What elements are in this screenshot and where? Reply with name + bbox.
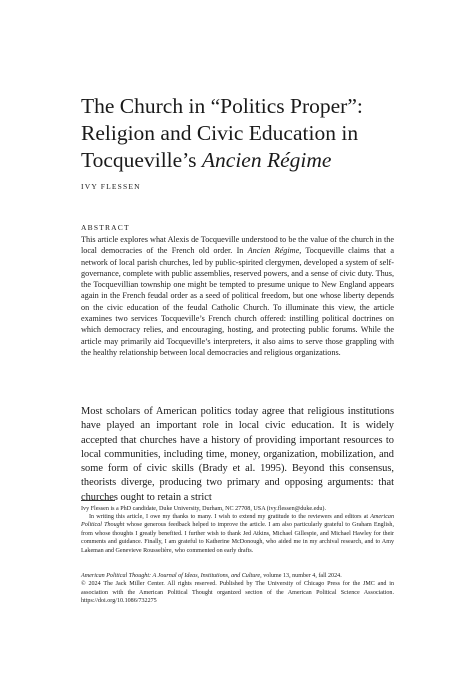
journal-issue: volume 13, number 4, fall 2024. xyxy=(261,573,342,579)
title-line-3-text: Tocqueville’s xyxy=(81,148,202,172)
author-affiliation-note: Ivy Flessen is a PhD candidate, Duke University, Durham, NC 27708, USA (ivy.flessen@duke.edu). xyxy=(81,506,326,512)
author-name: IVY FLESSEN xyxy=(81,182,141,191)
abstract-italic: Ancien Régime, xyxy=(247,246,302,256)
title-line-3 xyxy=(81,147,421,174)
abstract-heading: ABSTRACT xyxy=(81,223,130,232)
footnote-divider xyxy=(81,500,115,501)
title-line-1: The Church in “Politics Proper”: xyxy=(81,94,363,118)
ack-part1: In writing this article, I owe my thanks to many. I wish to extend my gratitude to the reviewers and editors at xyxy=(89,514,371,520)
publication-info xyxy=(81,572,394,606)
body-paragraph: Most scholars of American politics today agree that religious institutions have played an important role in local civic education. It is widely accepted that churches have a history of providing important resources to local communities, including time, money, organization, mobilization, and some form of civic skills (Brady et al. 1995). Beyond this consensus, theorists diverge, producing two primary and opposing arguments: that churches ought to retain a strict xyxy=(81,406,394,503)
journal-name: American Political Thought: A Journal of Ideas, Institutions, and Culture, xyxy=(81,573,262,579)
title-italic-ancien-regime: Ancien Régime xyxy=(201,148,332,172)
ack-italic-journal: American Political Thought xyxy=(81,514,394,529)
title-line-2: Religion and Civic Education in xyxy=(81,121,359,145)
abstract-text-part1: This article explores what Alexis de Tocqueville understood to be the value of the church in the local democracies of the French old order. In xyxy=(81,235,394,256)
copyright-notice: © 2024 The Jack Miller Center. All rights reserved. Published by The University of Chicago Press for the JMC and in association with the American Political Thought organized section of the American Political Science Association. https://doi.org/10.1086/732275 xyxy=(81,581,394,605)
ack-part2: whose generous feedback helped to improve the article. I am also particularly grateful to Graham English, from whose thoughts I greatly benefited. I further wish to thank Jed Atkins, Michael Gillespie, and Michael Hawley for their comments and guidance. Finally, I am grateful to Katherine McDonough, who aided me in my archival research, and to Amy Lakeman and Genevieve Rousselière, who commented on early drafts. xyxy=(81,522,395,554)
article-title xyxy=(81,93,421,174)
abstract-text xyxy=(81,234,394,358)
abstract-text-part2: Tocqueville claims that a network of local parish churches, led by public-spirited clergymen, developed a system of self-governance, complete with public assemblies, reserved powers, and a sense of civic duty. Thus, the Tocquevillian township one might be tempted to presume unique to New England appears again in the French feudal order as a seed of political freedom, but one whose liberty depends on the civic education of the feudal Catholic Church. To illuminate this view, the article examines two services Tocqueville’s French church offered: instilling political doctrines on which democracy relies, and encouraging, hosting, and protecting public forums. While the article may primarily aid Tocqueville’s interpreters, it also aims to serve those grappling with the healthy relationship between local democracies and religious organizations. xyxy=(81,246,394,357)
acknowledgements-note xyxy=(81,513,394,555)
